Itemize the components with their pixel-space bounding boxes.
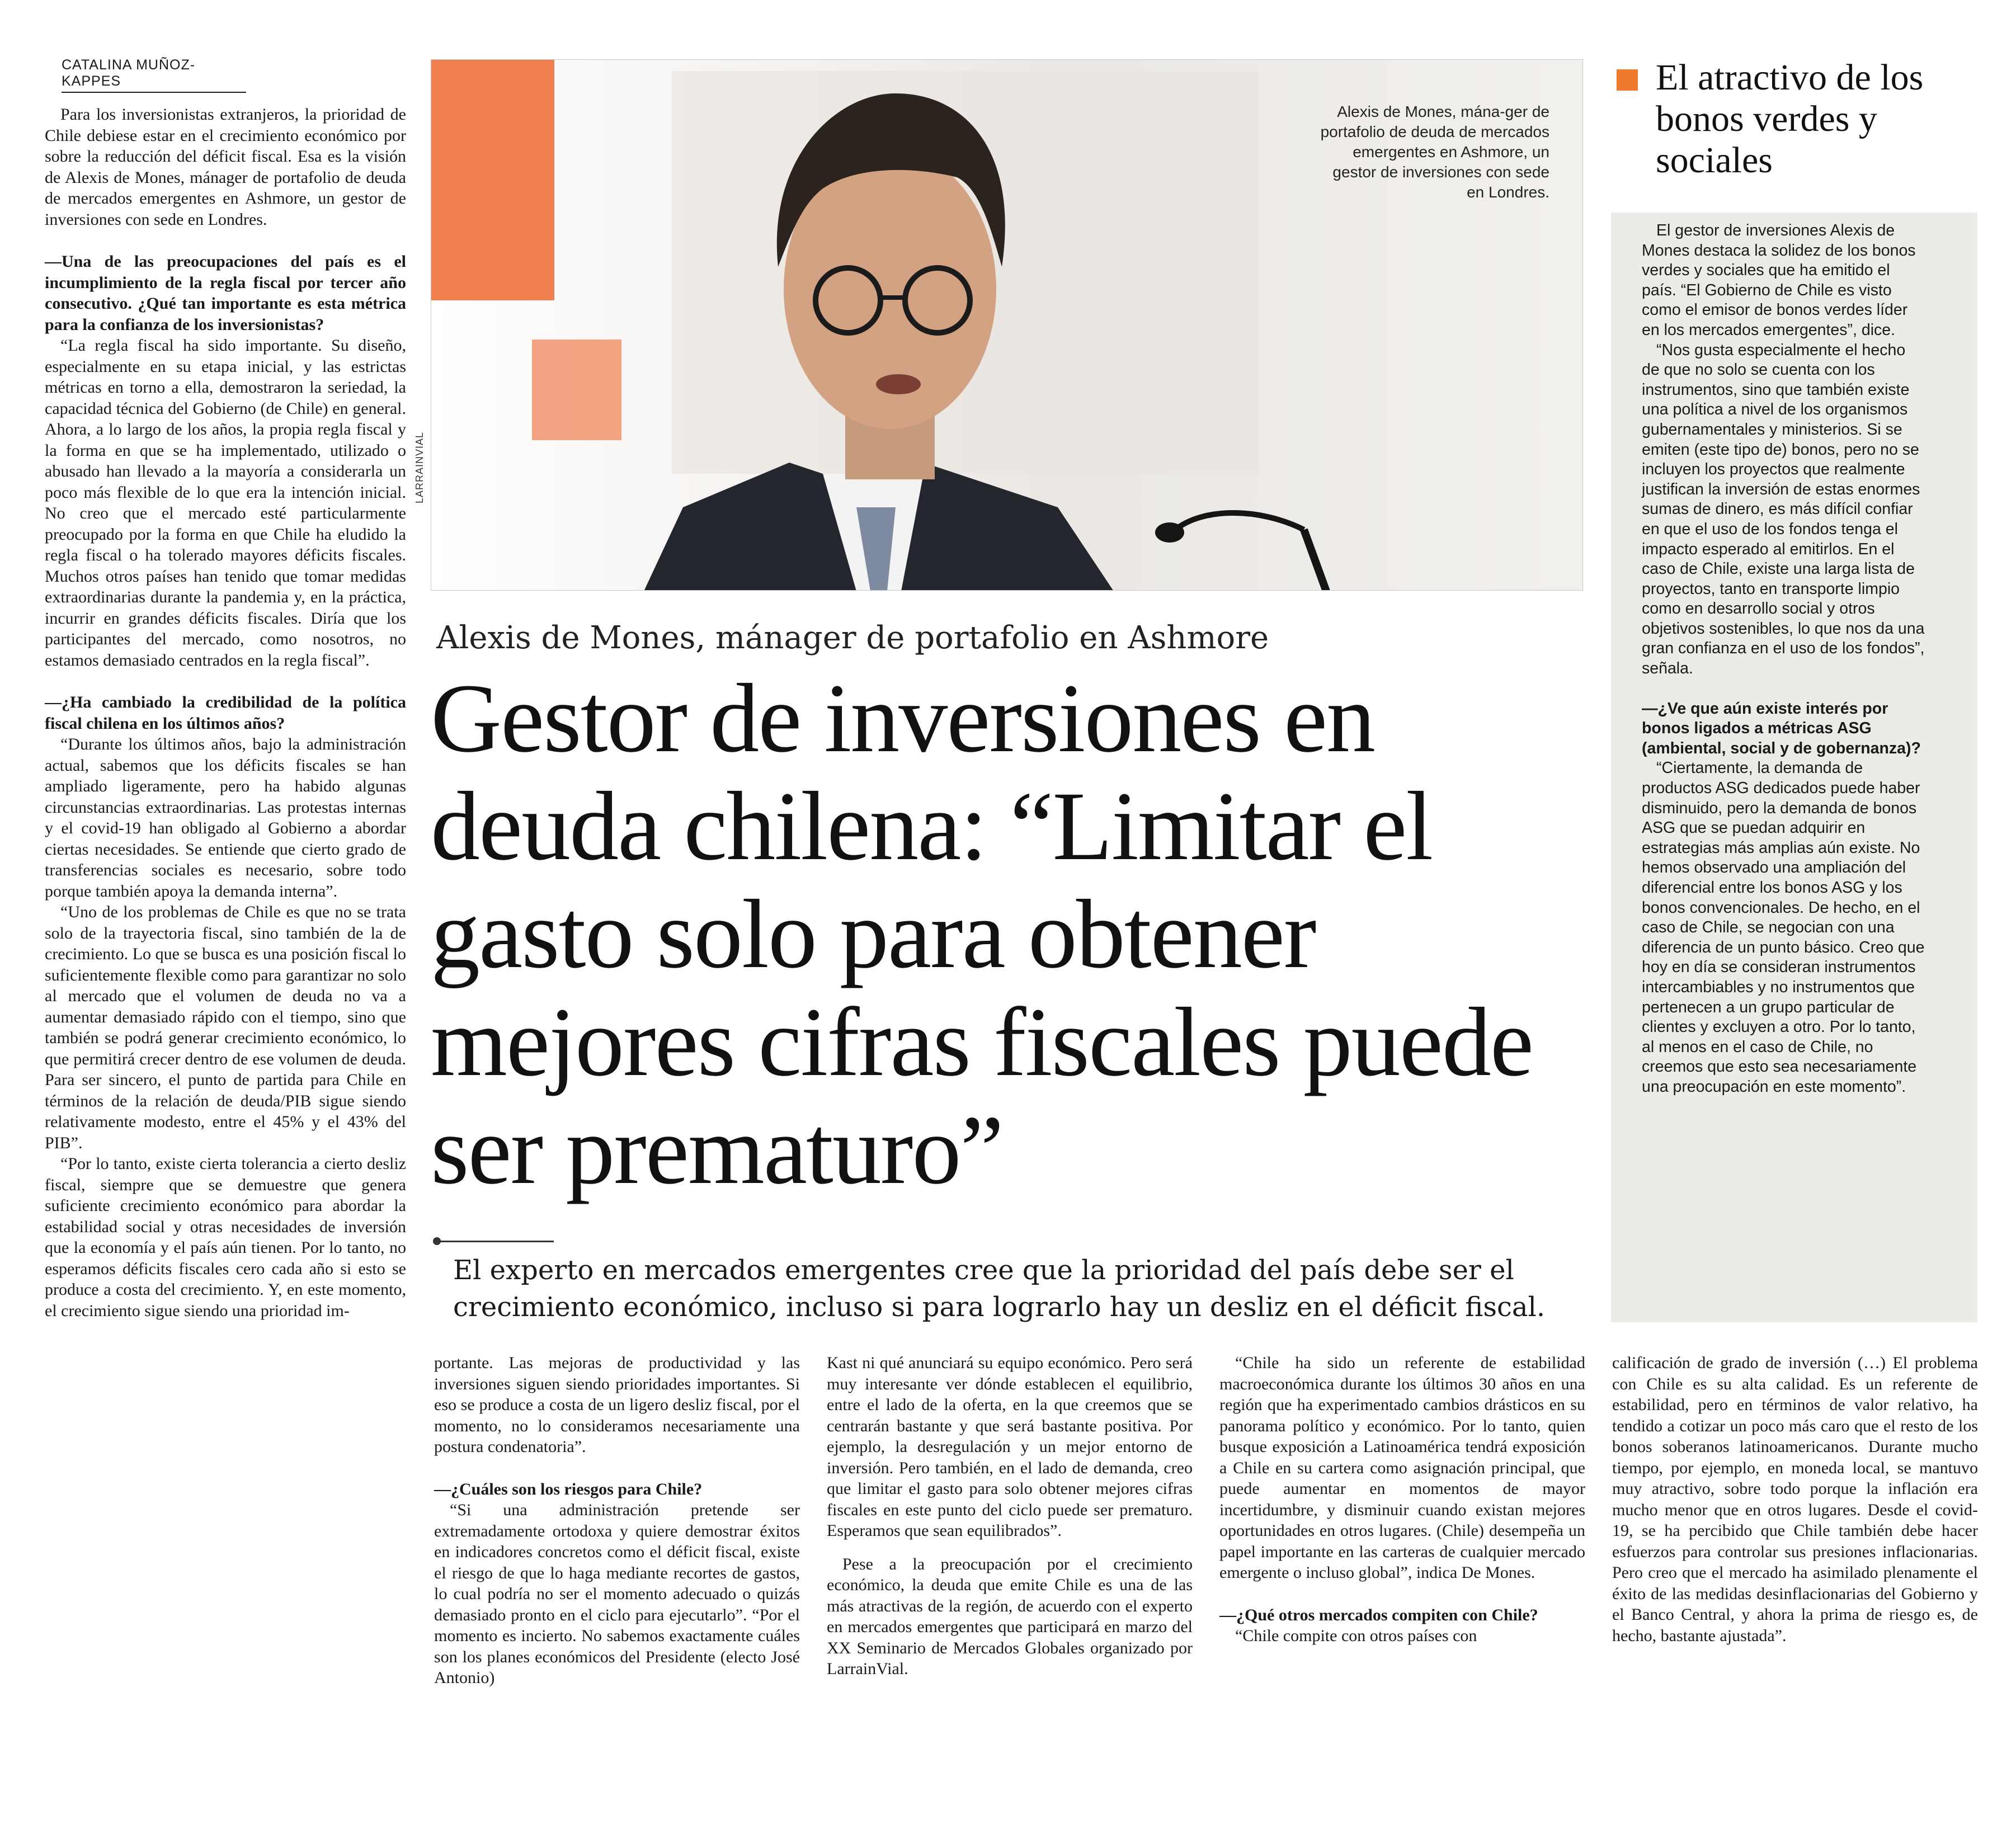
article-column-4 bbox=[1219, 1352, 1585, 1647]
answer-paragraph: “Chile ha sido un referente de estabilidad macroeconómica durante los últimos 30 años en una región que ha experimentado cambios drásticos en su panorama político y económico. Por lo tanto, quien busque exposición a Latinoamérica tendrá exposición a Chile en su cartera como asignación principal, que puede aumentar en momentos de mayor incertidumbre, y disminuir cuando existan mejores oportunidades en otros lugares. (Chile) desempeña un papel importante en las carteras de cualquier mercado emergente o incluso global”, indica De Mones. bbox=[1219, 1354, 1585, 1582]
deck-rule bbox=[436, 1241, 554, 1242]
sidebar-title: El atractivo de los bonos verdes y sociales bbox=[1656, 57, 1924, 181]
sidebar-body bbox=[1642, 221, 1927, 1097]
sidebar-paragraph: “Nos gusta especialmente el hecho de que no solo se cuenta con los instrumentos, sino que también existe una política a nivel de los organismos gubernamentales y ministerios. Si se emiten (este tipo de) bonos, pero no se incluyen los proyectos que realmente justifican la inversión de estas enormes sumas de dinero, es más difícil confiar en que el uso de los fondos tenga el impacto esperado al emitirlos. En el caso de Chile, existe una larga lista de proyectos, tanto en transporte limpio como en desarrollo social y otros objetivos sostenibles, lo que nos da una gran confianza en el uso de los fondos”, señala. bbox=[1642, 341, 1925, 678]
article-column-2 bbox=[434, 1352, 800, 1689]
deck: El experto en mercados emergentes cree que la prioridad del país debe ser el crecimiento económico, incluso si para lograrlo hay un desliz en el déficit fiscal. bbox=[453, 1255, 1546, 1323]
answer-paragraph: “Chile compite con otros países con bbox=[1235, 1627, 1477, 1645]
interview-question: —¿Ha cambiado la credibilidad de la política fiscal chilena en los últimos años? bbox=[45, 693, 406, 733]
answer-paragraph: calificación de grado de inversión (…) El problema con Chile es su alta calidad. Es un referente de estabilidad, pero en términos de valor relativo, ha tendido a cotizar un poco más caro que el resto de los bonos soberanos latinoamericanos. Durante mucho tiempo, por ejemplo, en moneda local, se mantuvo muy atractivo, sobre todo porque la inflación era mucho menor que en otros lugares. Desde el covid-19, se ha percibido que Chile también debe hacer esfuerzos para controlar sus presiones inflacionarias. Pero creo que el mercado ha asimilado plenamente el éxito de las medidas desinflacionarias del Gobierno y el Banco Central, y ahora la prima de riesgo es, de hecho, bastante ajustada”. bbox=[1612, 1354, 1978, 1645]
answer-paragraph: “Por lo tanto, existe cierta tolerancia a cierto desliz fiscal, siempre que se demuestre que genera suficiente crecimiento económico para abordar la estabilidad social y otras necesidades de inversión que la economía y el país aún tienen. Por lo tanto, no esperamos déficits fiscales cero cada año si esto se produce a costa del crecimiento. Y, en este momento, el crecimiento sigue siendo una prioridad im- bbox=[45, 1154, 406, 1320]
article-column-5 bbox=[1612, 1352, 1978, 1646]
sidebar-paragraph: “Ciertamente, la demanda de productos ASG dedicados puede haber disminuido, pero la demanda de bonos ASG que se puedan adquirir en estrategias más amplias aún existe. No hemos observado una ampliación del diferencial entre los bonos ASG y los bonos convencionales. De hecho, en el caso de Chile, se negocian con una diferencia de un punto básico. Creo que hoy en día se consideran instrumentos intercambiables y no instrumentos que pertenecen a un grupo particular de clientes y excluyen a otro. Por lo tanto, al menos en el caso de Chile, no creemos que esto sea necesariamente una preocupación en este momento”. bbox=[1642, 759, 1925, 1096]
interview-question: —¿Qué otros mercados compiten con Chile? bbox=[1219, 1605, 1538, 1624]
deck-bullet bbox=[433, 1237, 441, 1245]
article-column-3 bbox=[827, 1352, 1193, 1680]
answer-paragraph: “Si una administración pretende ser extremadamente ortodoxa y quiere demostrar éxitos en indicadores concretos como el déficit fiscal, existe el riesgo de que lo haga mediante recortes de gastos, lo cual podría no ser el momento adecuado o quizás demasiado pronto en el ciclo para ejecutarlo”. “Por el momento es incierto. No sabemos exactamente cuáles son los planes económicos del Presidente (electo José Antonio) bbox=[434, 1501, 800, 1687]
photo-caption: Alexis de Mones, mána-ger de portafolio de deuda de mercados emergentes en Ashmore, un gestor de inversiones con sede en Londres. bbox=[1320, 103, 1549, 201]
answer-paragraph: “Durante los últimos años, bajo la administración actual, sabemos que los déficits fiscales se han ampliado ligeramente, pero ha habido algunas circunstancias extraordinarias. Las protestas internas y el covid-19 han obligado al Gobierno a abordar ciertas necesidades. Se entiende que cierto grado de transferencias sociales es necesario, sobre todo porque también apoya la demanda interna”. bbox=[45, 735, 406, 901]
sidebar-paragraph: El gestor de inversiones Alexis de Mones destaca la solidez de los bonos verdes y sociales que ha emitido el país. “El Gobierno de Chile es visto como el emisor de bonos verdes líder en los mercados emergentes”, dice. bbox=[1642, 221, 1916, 339]
answer-paragraph: portante. Las mejoras de productividad y las inversiones siguen siendo prioridades importantes. Si eso se produce a costa de un ligero desliz fiscal, por el momento, no lo consideramos necesariamente una postura condenatoria”. bbox=[434, 1354, 800, 1456]
sidebar-question: —¿Ve que aún existe interés por bonos ligados a métricas ASG (ambiental, social y de gobernanza)? bbox=[1642, 699, 1921, 757]
headline: Gestor de inversiones en deuda chilena: “Limitar el gasto solo para obtener mejores cifras fiscales puede ser prematuro” bbox=[431, 664, 1533, 1205]
sidebar-accent-square bbox=[1617, 69, 1638, 91]
photo-credit: LARRAINVIAL bbox=[414, 431, 425, 503]
article-column-1 bbox=[45, 104, 406, 1321]
byline: CATALINA MUÑOZ-KAPPES bbox=[62, 57, 246, 93]
interview-question: —Una de las preocupaciones del país es el incumplimiento de la regla fiscal por tercer año consecutivo. ¿Qué tan importante es esta métrica para la confianza de los inversionistas? bbox=[45, 252, 406, 334]
answer-paragraph: “Uno de los problemas de Chile es que no se trata solo de la trayectoria fiscal, sino también de la de crecimiento. Lo que se busca es una posición fiscal lo suficientemente flexible como para garantizar no solo al mercado que el volumen de deuda no va a aumentar demasiado rápido con el tiempo, sino que también se podrá generar crecimiento económico, lo que permitirá crecer dentro de ese volumen de deuda. Para ser sincero, el punto de partida para Chile en términos de la relación de deuda/PIB sigue siendo relativamente modesto, entre el 45% y el 43% del PIB”. bbox=[45, 903, 406, 1152]
interview-question: —¿Cuáles son los riesgos para Chile? bbox=[434, 1479, 703, 1498]
answer-paragraph: Pese a la preocupación por el crecimiento económico, la deuda que emite Chile es una de las más atractivas de la región, de acuerdo con el experto en mercados emergentes que participará en marzo del XX Seminario de Mercados Globales organizado por LarrainVial. bbox=[827, 1554, 1193, 1678]
answer-paragraph: “La regla fiscal ha sido importante. Su diseño, especialmente en su etapa inicial, y las estrictas métricas en torno a ella, demostraron la seriedad, la capacidad técnica del Gobierno (de Chile) en general. Ahora, a lo largo de los años, la propia regla fiscal y la forma en que se ha implementado, utilizado o abusado han llevado a la mayoría a considerarla un poco más flexible de lo que era la intención inicial. No creo que el mercado esté particularmente preocupado por la forma en que Chile ha eludido la regla fiscal o ha tolerado mayores déficits fiscales. Muchos otros países han tenido que tomar medidas extraordinarias durante la pandemia y, en la práctica, incurrir en grandes déficits fiscales. Diría que los participantes del mercado, como nosotros, no estamos demasiado centrados en la regla fiscal”. bbox=[45, 336, 406, 670]
intro-paragraph: Para los inversionistas extranjeros, la prioridad de Chile debiese estar en el crecimiento económico por sobre la reducción del déficit fiscal. Esa es la visión de Alexis de Mones, mánager de portafolio de deuda de mercados emergentes en Ashmore, un gestor de inversiones con sede en Londres. bbox=[45, 105, 406, 229]
kicker: Alexis de Mones, mánager de portafolio en Ashmore bbox=[436, 620, 1269, 656]
answer-paragraph: Kast ni qué anunciará su equipo económico. Pero será muy interesante ver dónde establecen el equilibrio, entre el lado de la oferta, en la que creemos que se centrarán bastante y que será bastante positiva. Por ejemplo, la desregulación y un mejor entorno de inversión. Pero también, en el lado de demanda, creo que limitar el gasto para solo obtener mejores cifras fiscales en este punto del ciclo puede ser prematuro. Esperamos que sean equilibrados”. bbox=[827, 1354, 1193, 1540]
